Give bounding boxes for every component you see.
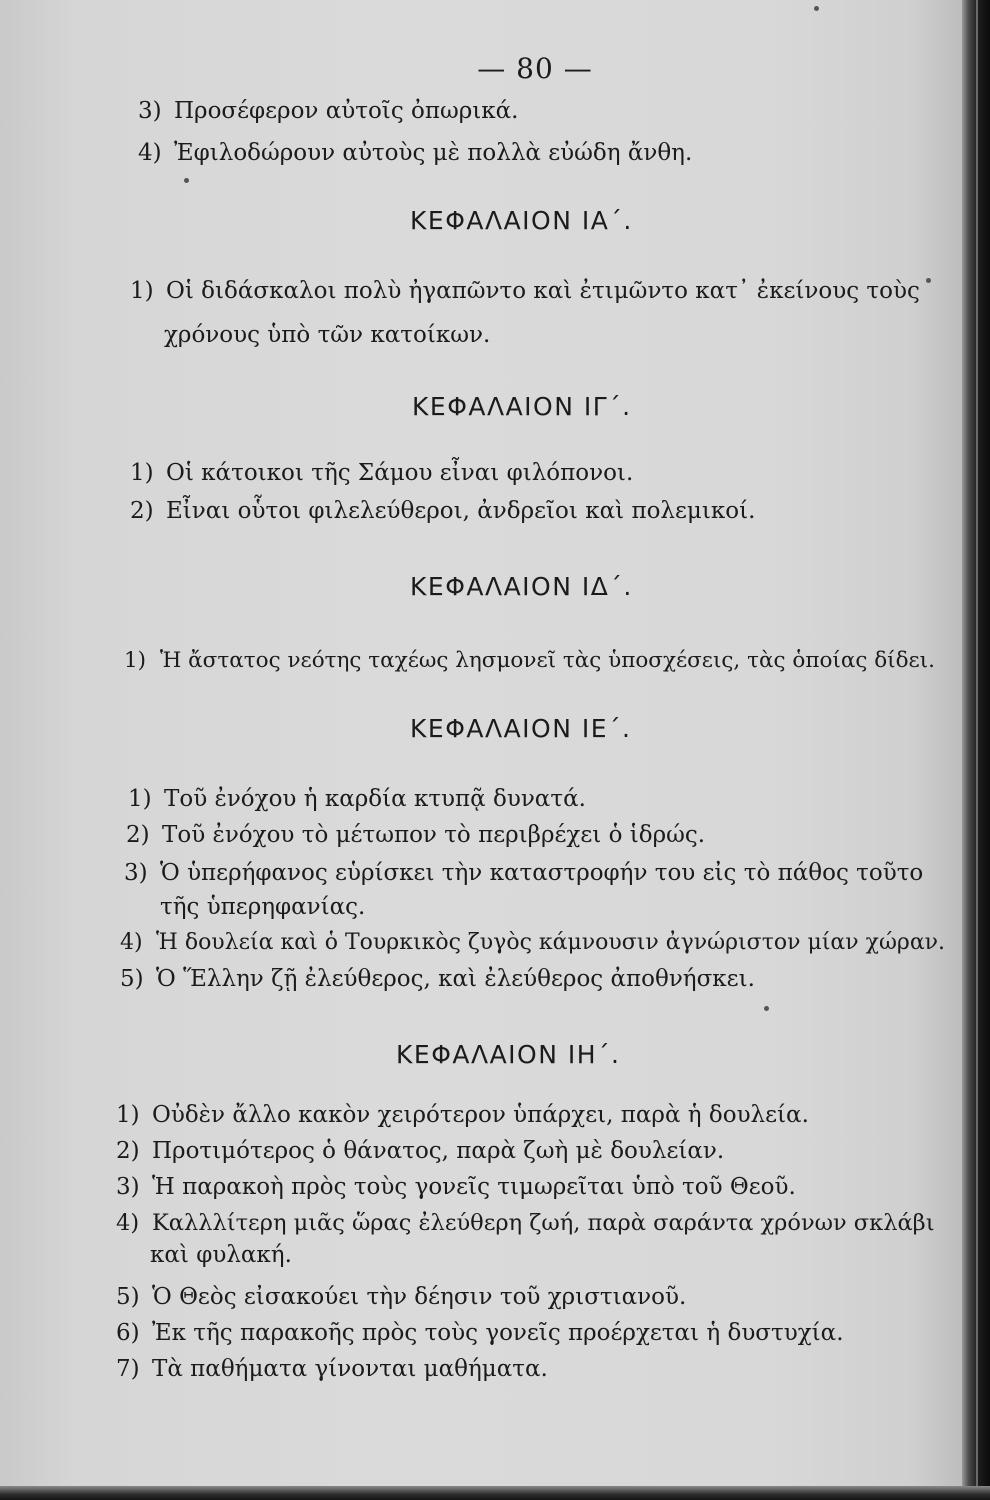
page-number: — 80 — [477, 52, 593, 85]
item-number: 4) [138, 140, 162, 166]
item-number: 5) [120, 966, 144, 992]
item-text: Τὰ παθήματα γίνονται μαθήματα. [152, 1356, 548, 1382]
chapter-heading-ih: ΚΕΦΑΛΑΙΟΝ ΙΗ΄. [396, 1040, 621, 1069]
item-number: 4) [120, 930, 143, 955]
item-text: Ἐκ τῆς παρακοῆς πρὸς τοὺς γονεῖς προέρχεται ἡ δυστυχία. [152, 1320, 844, 1346]
list-item-continuation: χρόνους ὑπὸ τῶν κατοίκων. [164, 322, 491, 348]
item-number: 5) [116, 1284, 140, 1310]
item-text: Τοῦ ἐνόχου τὸ μέτωπον τὸ περιβρέχει ὁ ἱδρώς. [162, 822, 706, 848]
bottom-edge-shadow [0, 1486, 990, 1500]
list-item [116, 1136, 724, 1166]
paper-speck [184, 178, 189, 183]
list-item [116, 1100, 809, 1130]
item-text: Τοῦ ἐνόχου ἡ καρδία κτυπᾷ δυνατά. [164, 786, 586, 812]
list-item [116, 1354, 548, 1384]
list-item [120, 964, 755, 994]
list-item [116, 1172, 796, 1202]
paper-speck [814, 6, 819, 11]
item-number: 4) [116, 1210, 140, 1236]
item-text: Ἐφιλοδώρουν αὐτοὺς μὲ πολλὰ εὐώδη ἄνθη. [174, 140, 693, 166]
item-number: 2) [130, 498, 154, 524]
item-number: 1) [130, 278, 154, 304]
item-number: 1) [124, 648, 147, 673]
item-number: 1) [128, 786, 152, 812]
list-item [116, 1282, 686, 1312]
item-text: Ἡ δουλεία καὶ ὁ Τουρκικὸς ζυγὸς κάμνουσιν ἀγνώριστον μίαν χώραν. [156, 930, 946, 955]
item-text: Οὐδὲν ἄλλο κακὸν χειρότερον ὑπάρχει, παρὰ ἡ δουλεία. [152, 1102, 809, 1128]
item-number: 6) [116, 1320, 140, 1346]
chapter-heading-ie: ΚΕΦΑΛΑΙΟΝ ΙΕ΄. [410, 714, 632, 743]
list-item [130, 276, 920, 306]
page-edge-line [976, 0, 978, 1500]
item-text: Ἡ ἄστατος νεότης ταχέως λησμονεῖ τὰς ὑποσχέσεις, τὰς ὁποίας δίδει. [160, 648, 935, 673]
list-item [138, 96, 519, 126]
list-item [138, 138, 692, 168]
list-item [130, 458, 633, 488]
item-number: 2) [116, 1138, 140, 1164]
item-text: Οἱ κάτοικοι τῆς Σάμου εἶναι φιλόπονοι. [166, 460, 634, 486]
item-text: Καλλλίτερη μιᾶς ὥρας ἐλεύθερη ζωή, παρὰ σαράντα χρόνων σκλάβι [152, 1210, 935, 1236]
item-number: 7) [116, 1356, 140, 1382]
chapter-heading-ia: ΚΕΦΑΛΑΙΟΝ ΙΑ΄. [410, 206, 633, 235]
list-item [116, 1208, 935, 1238]
paper-speck [764, 1006, 769, 1011]
item-text: Προτιμότερος ὁ θάνατος, παρὰ ζωὴ μὲ δουλείαν. [152, 1138, 725, 1164]
item-number: 3) [138, 98, 162, 124]
chapter-heading-ig: ΚΕΦΑΛΑΙΟΝ ΙΓ΄. [412, 392, 632, 421]
item-number: 1) [116, 1102, 140, 1128]
list-item [124, 858, 923, 888]
item-text: Ὁ Ἕλλην ζῇ ἐλεύθερος, καὶ ἐλεύθερος ἀποθνήσκει. [156, 966, 755, 992]
list-item [128, 784, 586, 814]
item-number: 3) [124, 860, 148, 886]
item-text: Οἱ διδάσκαλοι πολὺ ἠγαπῶντο καὶ ἐτιμῶντο κατ᾿ ἐκείνους τοὺς [166, 278, 920, 304]
item-number: 1) [130, 460, 154, 486]
list-item [116, 1318, 844, 1348]
item-number: 3) [116, 1174, 140, 1200]
list-item-continuation: καὶ φυλακή. [150, 1242, 292, 1268]
paper-speck [926, 278, 931, 283]
list-item [130, 496, 755, 526]
list-item [120, 928, 945, 958]
list-item [126, 820, 705, 850]
item-text: Ὁ Θεὸς εἰσακούει τὴν δέησιν τοῦ χριστιανοῦ. [152, 1284, 687, 1310]
item-text: Ἡ παρακοὴ πρὸς τοὺς γονεῖς τιμωρεῖται ὑπὸ τοῦ Θεοῦ. [152, 1174, 796, 1200]
list-item-continuation: τῆς ὑπερηφανίας. [160, 894, 366, 920]
item-text: Προσέφερον αὐτοῖς ὀπωρικά. [174, 98, 519, 124]
item-text: Ὁ ὑπερήφανος εὑρίσκει τὴν καταστροφήν του εἰς τὸ πάθος τοῦτο [160, 860, 924, 886]
chapter-heading-id: ΚΕΦΑΛΑΙΟΝ ΙΔ΄. [410, 572, 633, 601]
item-number: 2) [126, 822, 150, 848]
item-text: Εἶναι οὗτοι φιλελεύθεροι, ἀνδρεῖοι καὶ πολεμικοί. [166, 498, 756, 524]
list-item [124, 646, 935, 676]
